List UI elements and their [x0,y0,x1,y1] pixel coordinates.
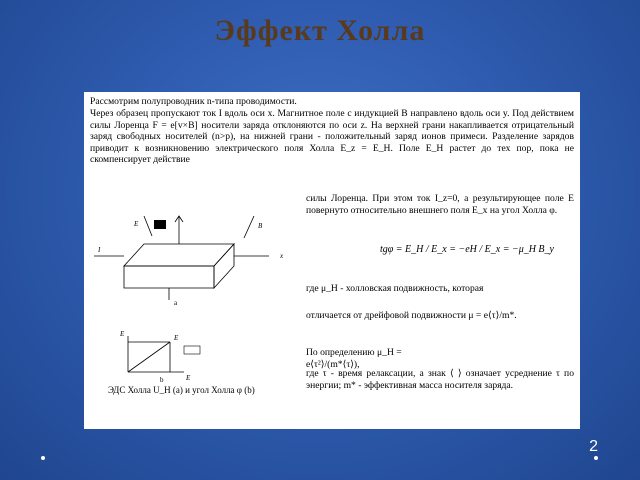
hall-angle-diagram [120,328,240,384]
sample-front-face [124,266,214,288]
hall-mobility-text: где μ_H - холловская подвижность, которая [306,283,484,294]
page-number: 2 [589,438,598,455]
svg-text:x: x [280,252,284,260]
definition-text: По определению μ_H = e⟨τ²⟩/(m*⟨τ⟩), [306,347,402,370]
hall-angle-formula: tgφ = E_H / E_x = −eH / E_x = −μ_H B_y [380,244,554,255]
svg-text:E: E [120,330,125,338]
voltmeter-icon [154,220,166,229]
bullet-dot-left [41,456,45,460]
resultant-field-arrow [128,342,170,372]
slide-title: Эффект Холла [214,14,426,47]
content-panel [84,92,580,429]
svg-text:B: B [258,222,263,230]
label-box [184,346,200,354]
bullet-dot-right [594,456,598,460]
relaxation-time-text: где τ - время релаксации, а знак ⟨ ⟩ означает усреднение τ по энергии; m* - эффективная масса носителя заряда. [306,368,574,391]
svg-text:a: a [174,299,178,306]
figure-caption: ЭДС Холла U_H (a) и угол Холла φ (b) [108,385,255,395]
drift-mobility-text: отличается от дрейфовой подвижности μ = e⟨τ⟩/m*. [306,310,517,321]
intro-text: Рассмотрим полупроводник n-типа проводимости. [90,96,297,107]
sample-side-face [214,244,234,288]
svg-text:E: E [186,374,191,382]
svg-text:E: E [134,220,139,228]
svg-text:b: b [160,376,164,384]
hall-sample-diagram [84,196,304,306]
paragraph-full-width: Через образец пропускают ток I вдоль оси x. Магнитное поле с индукцией B направлено вдоль оси y. Под действием силы Лоренца F = e[v×B] носители заряда отклоняются по оси z. На верхней грани накапливается отрицательный заряд свободных носителей (n>p), на нижней грани - положительный заряд ионов примеси. Разделение зарядов приводит к возникновению электрического поля Холла E_z = E_H. Поле E_H растет до тех пор, пока не скомпенсирует действие [90,108,574,166]
paragraph-right-column: силы Лоренца. При этом ток I_z=0, а результирующее поле E повернуто относительно внешнего поля E_x на угол Холла φ. [306,193,574,216]
svg-text:E: E [174,334,179,342]
svg-text:I: I [98,246,101,254]
